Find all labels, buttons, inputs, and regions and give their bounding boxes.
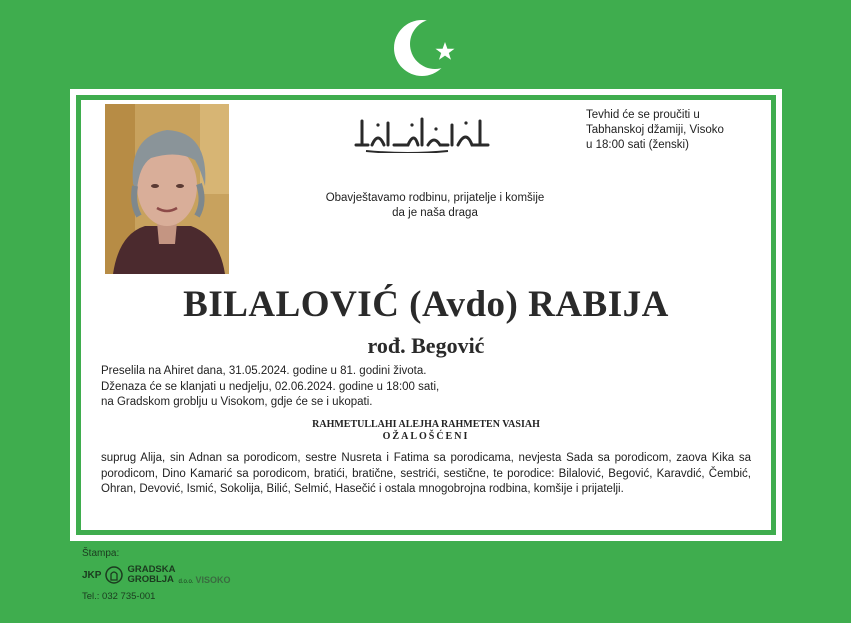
announcement-line: da je naša draga — [392, 207, 478, 219]
printer-credit — [82, 548, 282, 602]
crescent-star-icon — [390, 12, 460, 82]
details-line: Preselila na Ahiret dana, 31.05.2024. godine u 81. godini života. — [101, 365, 427, 377]
tevhid-notice — [586, 108, 766, 153]
cemetery-logo-icon — [105, 566, 123, 584]
printer-jkp: JKP — [82, 569, 102, 581]
maiden-name: rođ. Begović — [367, 333, 485, 358]
obituary-card — [70, 89, 782, 541]
mourners-list: suprug Alija, sin Adnan sa porodicom, sestre Nusreta i Fatima sa porodicama, nevjesta Sada sa porodicom, zaova Kika sa porodicom, Dino Kamarić sa porodicom, bratići, bratične, sestrići, sestične, te porodice: Bilalović, Begović, Karavdić, Čembić, Ohran, Devović, Ismić, Sokolija, Bilić, Selmić, Hasečić i ostala mnogobrojna rodbina, komšije i prijatelji. — [101, 452, 751, 495]
printer-town: VISOKO — [195, 575, 231, 585]
printer-label: Štampa: — [82, 548, 120, 559]
funeral-details — [101, 364, 551, 411]
arabic-calligraphy — [348, 111, 498, 153]
deceased-name: BILALOVIĆ (Avdo) RABIJA — [183, 284, 669, 325]
company-line: GROBLJA — [127, 574, 174, 585]
details-line: Dženaza će se klanjati u nedjelju, 02.06.2024. godine u 18:00 sati, — [101, 380, 440, 393]
mourners-title: OŽALOŠĆENI — [382, 431, 470, 442]
tevhid-line: Tabhanskoj džamiji, Visoko — [586, 124, 724, 136]
tevhid-line: Tevhid će se proučiti u — [586, 109, 700, 121]
details-line: na Gradskom groblju u Visokom, gdje će se i ukopati. — [101, 396, 373, 408]
printer-company — [127, 565, 175, 585]
printer-doo: d.o.o. — [178, 579, 194, 585]
company-line: GRADSKA — [127, 564, 176, 575]
announcement — [290, 191, 580, 221]
announcement-line: Obavještavamo rodbinu, prijatelje i komšije — [325, 192, 545, 204]
tevhid-line: u 18:00 sati (ženski) — [586, 139, 689, 151]
printer-phone: Tel.: 032 735-001 — [82, 591, 156, 602]
printer-logo-row — [82, 565, 282, 585]
deceased-photo — [105, 104, 229, 274]
dua-text: RAHMETULLAHI ALEJHA RAHMETEN VASIAH — [312, 419, 540, 430]
